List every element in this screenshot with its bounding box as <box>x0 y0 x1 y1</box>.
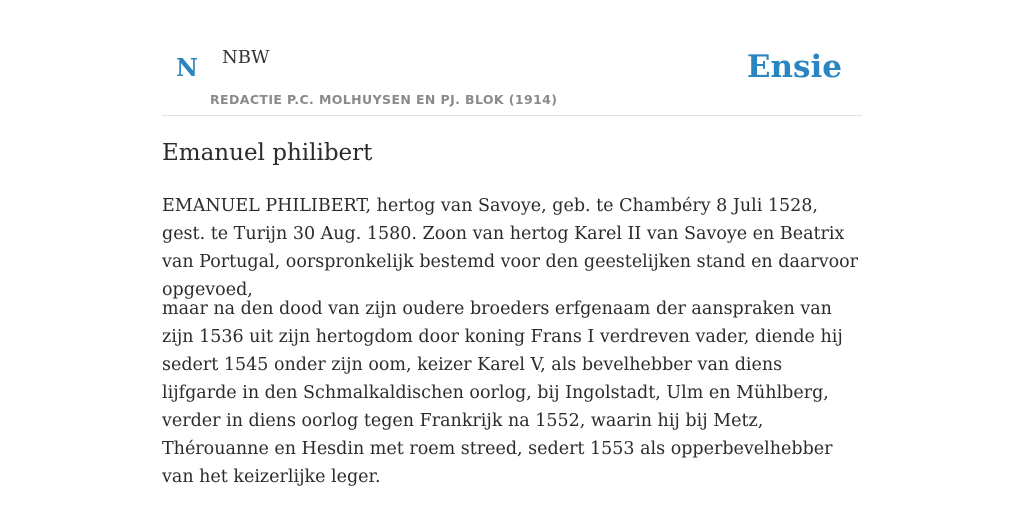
ensie-logo-link[interactable]: Ensie <box>746 49 842 85</box>
article-title: Emanuel philibert <box>162 140 373 166</box>
article-paragraph-2: maar na den dood van zijn oudere broeders erfgenaam der aanspraken van zijn 1536 uit zijn hertogdom door koning Frans I verdreven vader, diende hij sedert 1545 onder zijn oom, keizer Karel V, als bevelhebber van diens lijfgarde in den Schmalkaldischen oorlog, bij Ingolstadt, Ulm en Mühlberg, verder in diens oorlog tegen Frankrijk na 1552, waarin hij bij Metz, Thérouanne en Hesdin met roem streed, sedert 1553 als opperbevelhebber van het keizerlijke leger. <box>162 299 843 487</box>
source-header <box>162 40 862 116</box>
article-paragraph-1: EMANUEL PHILIBERT, hertog van Savoye, geb. te Chambéry 8 Juli 1528, gest. te Turijn 30 Aug. 1580. Zoon van hertog Karel II van Savoye en Beatrix van Portugal, oorspronkelijk bestemd voor den geestelijken stand en daarvoor opgevoed, <box>162 196 859 300</box>
source-subtitle: REDACTIE P.C. MOLHUYSEN EN PJ. BLOK (1914) <box>210 92 558 107</box>
source-logo-icon[interactable]: N <box>176 53 198 82</box>
source-name-link[interactable]: NBW <box>222 47 270 68</box>
